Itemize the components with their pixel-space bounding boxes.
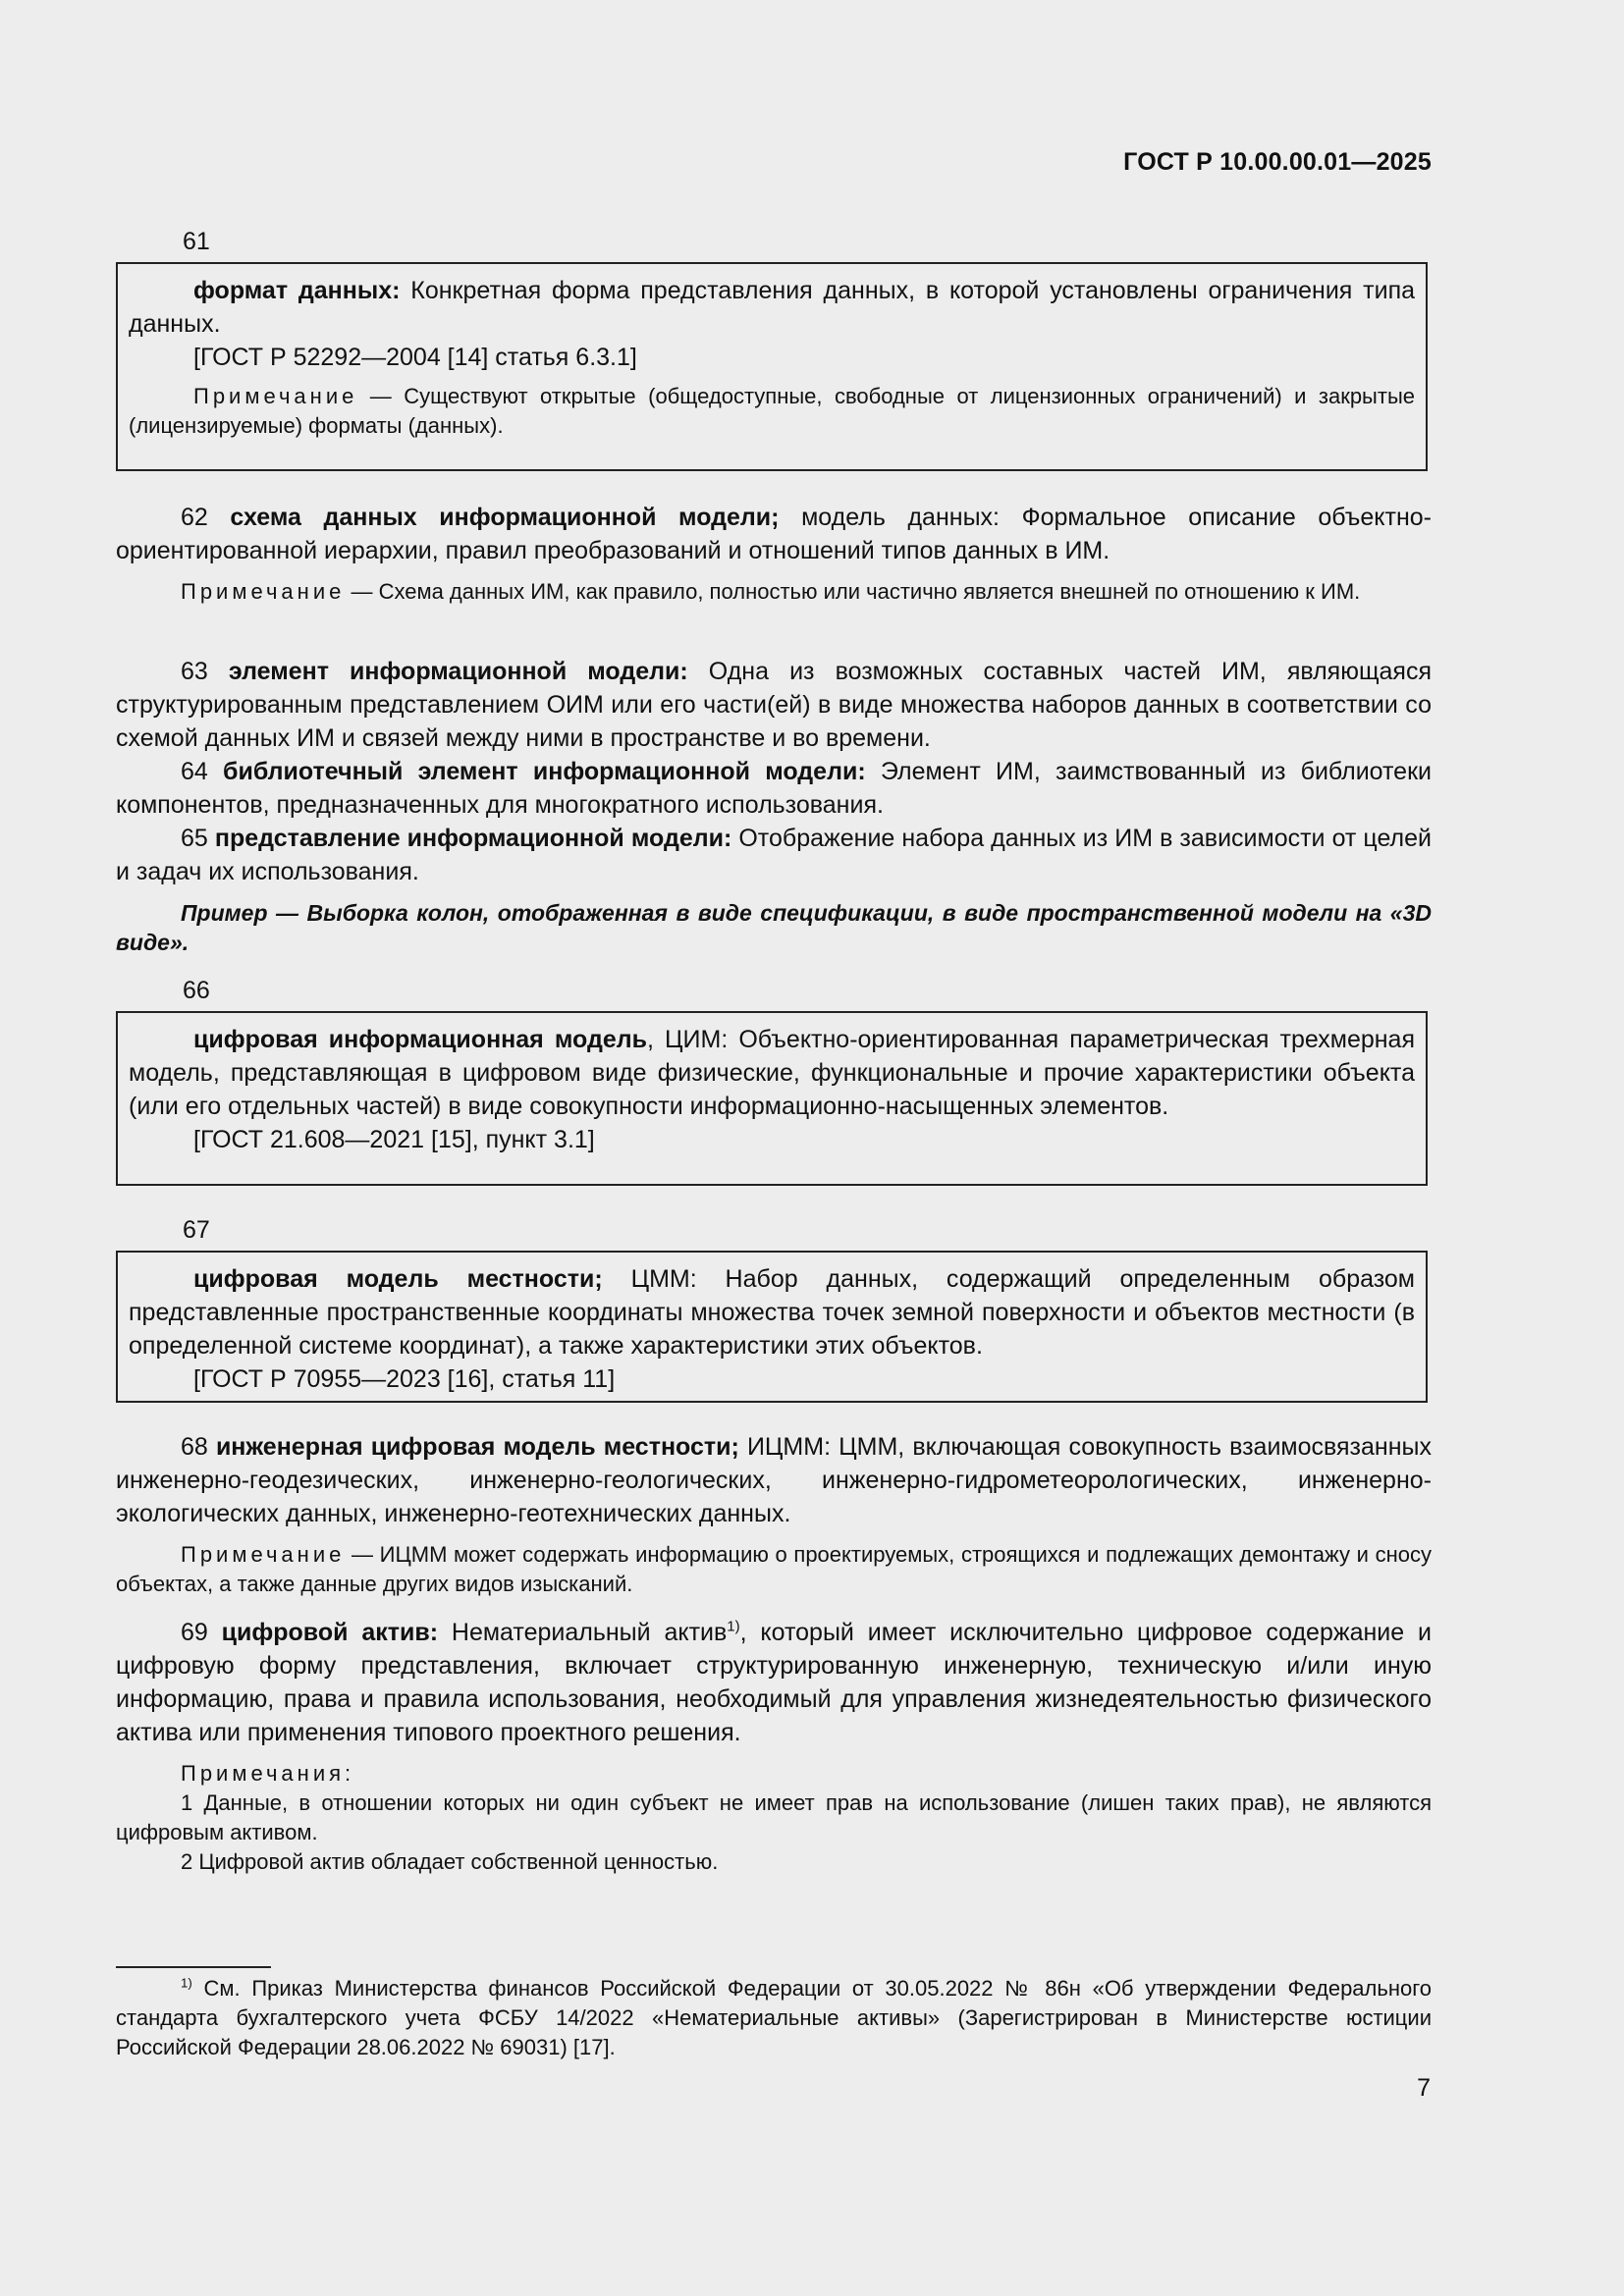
term-68-note: Примечание — ИЦММ может содержать информацию о проектируемых, строящихся и подлежащих демонтажу и сносу объектах, а также данные других видов изысканий. [116, 1542, 1432, 1596]
term-number-68: 68 [181, 1433, 208, 1461]
term-61-definition: формат данных: Конкретная форма представления данных, в которой установлены ограничения типа данных. [129, 277, 1416, 338]
term-box-61 [116, 262, 1428, 471]
term-69-note-1: 1 Данные, в отношении которых ни один субъект не имеет прав на использование (лишен таких прав), не являются цифровым активом. [116, 1790, 1432, 1844]
term-66-definition: цифровая информационная модель, ЦИМ: Объектно-ориентированная параметрическая трехмерная модель, представляющая в цифровом виде физические, функциональные и прочие характеристики объекта (или его отдельных частей) в виде совокупности информационно-насыщенных элементов. [129, 1026, 1416, 1120]
term-61-source: [ГОСТ Р 52292—2004 [14] статья 6.3.1] [193, 344, 637, 371]
term-69-notes-label: Примечания: [181, 1761, 355, 1786]
term-number-69: 69 [181, 1619, 208, 1646]
term-63 [116, 655, 1432, 755]
term-62 [116, 501, 1432, 607]
term-69-definition: Нематериальный актив [438, 1619, 728, 1646]
term-number-66: 66 [183, 977, 210, 1004]
footnote-mark: 1) [181, 1975, 192, 1991]
term-number-63: 63 [181, 658, 208, 685]
term-number-67: 67 [183, 1216, 210, 1244]
term-63-name: элемент информационной модели: [228, 658, 688, 685]
term-63-definition: Одна из возможных составных частей ИМ, являющаяся структурированным представлением ОИМ или его части(ей) в виде множества наборов данных в соответствии со схемой данных ИМ и связей между ними в пространстве и во времени. [116, 658, 1432, 752]
term-66-source: [ГОСТ 21.608—2021 [15], пункт 3.1] [193, 1126, 595, 1153]
footnote [116, 1974, 1432, 2062]
term-65-definition: Отображение набора данных из ИМ в зависимости от целей и задач их использования. [116, 825, 1432, 885]
term-62-name: схема данных информационной модели; [230, 504, 780, 531]
terms-63-65 [116, 655, 1432, 957]
term-number-62: 62 [181, 504, 208, 531]
term-61-note: Примечание — Существуют открытые (общедоступные, свободные от лицензионных ограничений) и закрытые (лицензируемые) форматы (данных). [129, 384, 1415, 438]
term-62-note: Примечание — Схема данных ИМ, как правило, полностью или частично является внешней по отношению к ИМ. [181, 579, 1361, 604]
term-box-66 [116, 1011, 1428, 1186]
document-header: ГОСТ Р 10.00.00.01—2025 [1123, 148, 1432, 176]
page-number: 7 [1417, 2074, 1431, 2102]
term-67-definition: цифровая модель местности; ЦММ: Набор данных, содержащий определенным образом представленные пространственные координаты множества точек земной поверхности и объектов местности (в определенной системе координат), а также характеристики этих объектов. [129, 1265, 1415, 1360]
term-68-name: инженерная цифровая модель местности; [215, 1433, 739, 1461]
term-67-source: [ГОСТ Р 70955—2023 [16], статья 11] [193, 1365, 616, 1393]
term-61-name: формат данных: [193, 277, 401, 304]
term-64-definition: Элемент ИМ, заимствованный из библиотеки компонентов, предназначенных для многократного использования. [116, 758, 1432, 819]
term-69: 69 цифровой актив: Нематериальный актив$^{1)}$, который имеет исключительно цифровое содержание и цифровую форму представления, включает структурированную инженерную, техническую и/или иную информацию, права и правила использования, необходимый для управления жизнедеятельностью физического актива или применения типового проектного решения. Примечания: 1 Данные, в отношении которых ни один субъект не имеет прав на использование (лишен таких прав), не являются цифровым активом. 2 Цифровой актив обладает собственной ценностью. [116, 1616, 1432, 1877]
term-number-61: 61 [183, 228, 210, 255]
term-number-65: 65 [181, 825, 208, 852]
footnote-text: См. Приказ Министерства финансов Российской Федерации от 30.05.2022 № 86н «Об утверждении Федерального стандарта бухгалтерского учета ФСБУ 14/2022 «Нематериальные активы» (Зарегистрирован в Министерстве юстиции Российской Федерации 28.06.2022 № 69031) [17]. [116, 1976, 1432, 2059]
footnote-rule [116, 1966, 271, 1968]
term-64 [116, 755, 1432, 822]
term-box-67 [116, 1251, 1428, 1403]
footnote-reference: 1) [727, 1618, 740, 1635]
term-66-name: цифровая информационная модель [193, 1026, 647, 1053]
term-69-name: цифровой актив: [221, 1619, 439, 1646]
term-64-name: библиотечный элемент информационной модели: [223, 758, 866, 785]
term-67-name: цифровая модель местности; [193, 1265, 603, 1293]
term-62-definition: модель данных: Формальное описание объектно-ориентированной иерархии, правил преобразований и отношений типов данных в ИМ. [116, 504, 1432, 564]
term-68 [116, 1430, 1432, 1599]
term-65-example: Пример — Выборка колон, отображенная в виде спецификации, в виде пространственной модели на «3D виде». [116, 900, 1432, 955]
term-69-note-2: 2 Цифровой актив обладает собственной ценностью. [181, 1849, 719, 1874]
term-68-definition: ИЦММ: ЦММ, включающая совокупность взаимосвязанных инженерно-геодезических, инженерно-геологических, инженерно-гидрометеорологических, инженерно-экологических данных, инженерно-геотехнических данных. [116, 1433, 1432, 1527]
term-65-name: представление информационной модели: [214, 825, 732, 852]
term-65 [116, 822, 1432, 888]
term-number-64: 64 [181, 758, 208, 785]
